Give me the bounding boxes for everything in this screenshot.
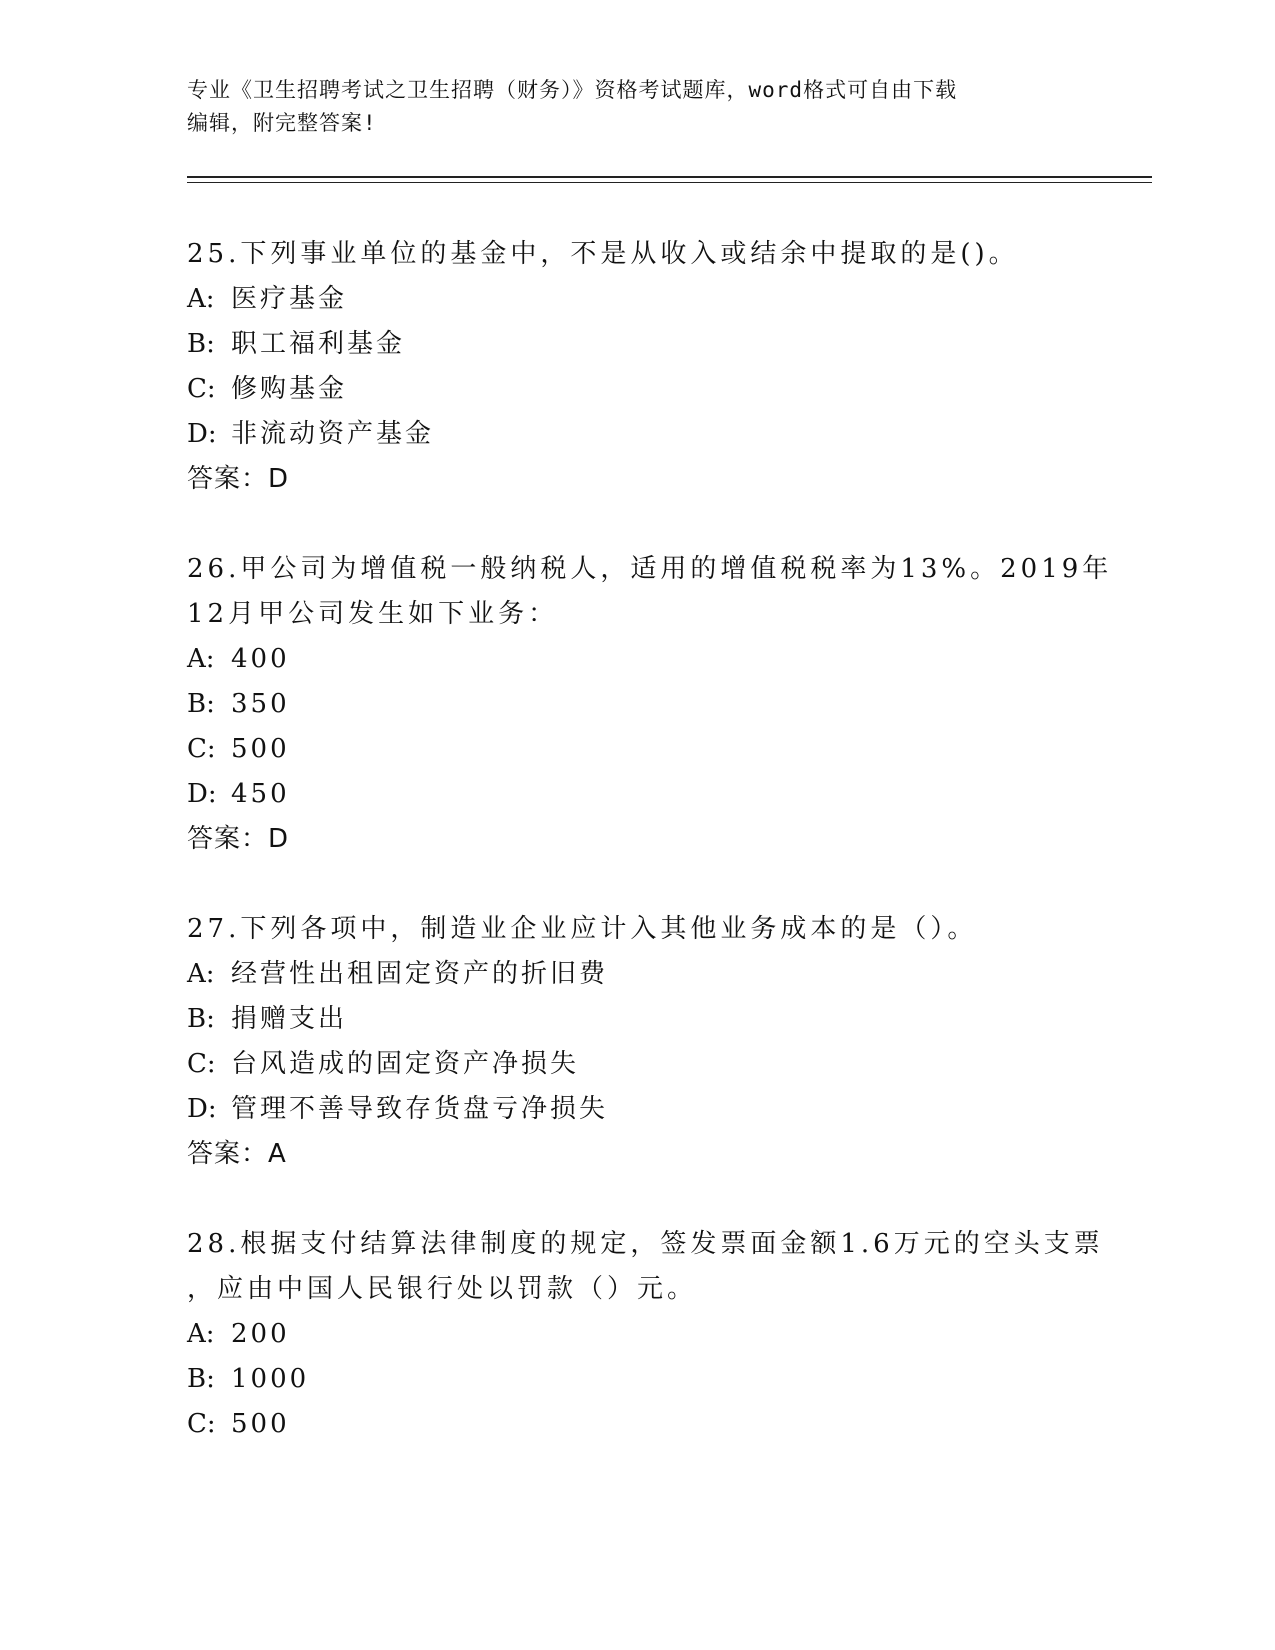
option-d: [187, 772, 1117, 817]
option-key: A:: [187, 959, 215, 989]
option-b: [187, 997, 1117, 1042]
option-key: A:: [187, 284, 215, 314]
document-header: [187, 74, 1067, 140]
question-text: 26.甲公司为增值税一般纳税人，适用的增值税税率为13%。2019年: [187, 554, 1113, 584]
option-c: [187, 367, 1117, 412]
option-key: D:: [187, 779, 217, 809]
option-text: 台风造成的固定资产净损失: [231, 1049, 580, 1079]
option-a: [187, 952, 1117, 997]
option-text: 1000: [231, 1364, 310, 1394]
option-text: 职工福利基金: [231, 329, 406, 359]
question-text-cont: ，应由中国人民银行处以罚款（）元。: [187, 1274, 698, 1304]
question-text: 25.下列事业单位的基金中，不是从收入或结余中提取的是()。: [187, 239, 1019, 269]
option-key: A:: [187, 644, 215, 674]
option-text: 450: [231, 779, 290, 809]
option-b: [187, 1357, 1117, 1402]
option-d: [187, 1087, 1117, 1132]
option-a: [187, 277, 1117, 322]
answer-line: 答案：A: [187, 1139, 287, 1169]
question-27: [187, 907, 1117, 1177]
option-text: 200: [231, 1319, 290, 1349]
question-text-cont: 12月甲公司发生如下业务：: [187, 599, 559, 629]
option-text: 修购基金: [231, 374, 348, 404]
option-text: 管理不善导致存货盘亏净损失: [231, 1094, 609, 1124]
option-text: 500: [231, 734, 290, 764]
option-c: [187, 1402, 1117, 1447]
question-list: [187, 232, 1117, 1492]
header-line-1: 专业《卫生招聘考试之卫生招聘（财务）》资格考试题库，word格式可自由下载: [187, 78, 958, 102]
option-key: B:: [187, 1004, 215, 1034]
option-key: D:: [187, 419, 217, 449]
question-28: [187, 1222, 1117, 1447]
option-a: [187, 1312, 1117, 1357]
answer-line: 答案：D: [187, 464, 290, 494]
option-text: 400: [231, 644, 290, 674]
option-key: B:: [187, 329, 215, 359]
option-key: C:: [187, 1049, 216, 1079]
option-key: C:: [187, 374, 216, 404]
question-text: 28.根据支付结算法律制度的规定，签发票面金额1.6万元的空头支票: [187, 1229, 1104, 1259]
question-25: [187, 232, 1117, 502]
option-text: 经营性出租固定资产的折旧费: [231, 959, 609, 989]
header-divider-thick: [187, 176, 1152, 178]
question-26: [187, 547, 1117, 862]
option-key: D:: [187, 1094, 217, 1124]
option-text: 捐赠支出: [231, 1004, 348, 1034]
option-b: [187, 322, 1117, 367]
option-text: 非流动资产基金: [231, 419, 435, 449]
option-text: 350: [231, 689, 290, 719]
answer-line: 答案：D: [187, 824, 290, 854]
option-text: 500: [231, 1409, 290, 1439]
option-key: C:: [187, 1409, 216, 1439]
option-key: B:: [187, 1364, 215, 1394]
option-a: [187, 637, 1117, 682]
option-key: C:: [187, 734, 216, 764]
option-text: 医疗基金: [231, 284, 348, 314]
question-text: 27.下列各项中，制造业企业应计入其他业务成本的是（）。: [187, 914, 978, 944]
option-c: [187, 727, 1117, 772]
option-d: [187, 412, 1117, 457]
option-c: [187, 1042, 1117, 1087]
option-key: B:: [187, 689, 215, 719]
header-divider-thin: [187, 182, 1152, 183]
header-line-2: 编辑，附完整答案!: [187, 111, 377, 135]
option-key: A:: [187, 1319, 215, 1349]
option-b: [187, 682, 1117, 727]
